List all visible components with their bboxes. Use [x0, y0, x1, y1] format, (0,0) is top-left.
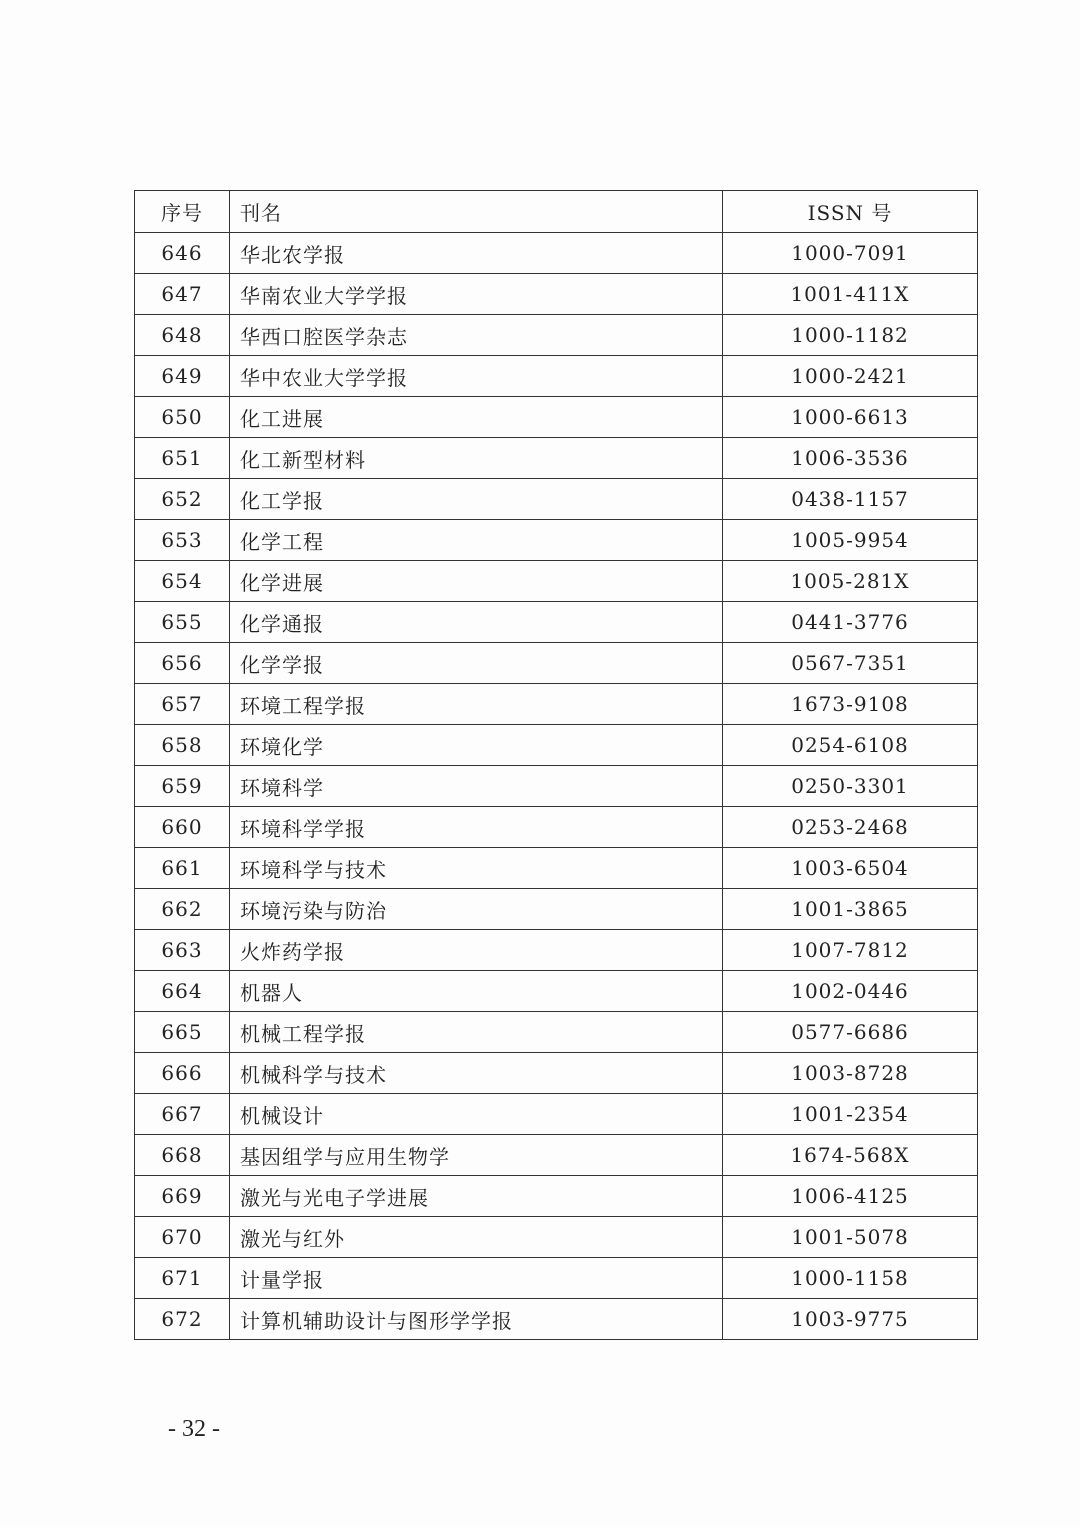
- row-journal-name: 环境化学: [230, 725, 723, 766]
- row-issn: 1000-1158: [723, 1258, 978, 1299]
- table-row: [135, 930, 978, 971]
- table-row: [135, 602, 978, 643]
- row-journal-name: 华北农学报: [230, 233, 723, 274]
- row-serial-number: 648: [135, 315, 230, 356]
- row-journal-name: 化学进展: [230, 561, 723, 602]
- row-serial-number: 667: [135, 1094, 230, 1135]
- row-journal-name: 计算机辅助设计与图形学学报: [230, 1299, 723, 1340]
- table-row: [135, 1012, 978, 1053]
- journal-table: [134, 190, 978, 1340]
- row-serial-number: 662: [135, 889, 230, 930]
- row-issn: 0441-3776: [723, 602, 978, 643]
- row-issn: 0577-6686: [723, 1012, 978, 1053]
- header-serial-number: 序号: [135, 191, 230, 233]
- row-serial-number: 649: [135, 356, 230, 397]
- row-serial-number: 669: [135, 1176, 230, 1217]
- row-serial-number: 664: [135, 971, 230, 1012]
- row-serial-number: 656: [135, 643, 230, 684]
- row-issn: 1006-3536: [723, 438, 978, 479]
- table-row: [135, 643, 978, 684]
- row-journal-name: 机械科学与技术: [230, 1053, 723, 1094]
- row-serial-number: 660: [135, 807, 230, 848]
- row-issn: 0438-1157: [723, 479, 978, 520]
- table-row: [135, 520, 978, 561]
- row-issn: 1000-6613: [723, 397, 978, 438]
- table-row: [135, 274, 978, 315]
- row-journal-name: 华西口腔医学杂志: [230, 315, 723, 356]
- row-serial-number: 657: [135, 684, 230, 725]
- row-serial-number: 655: [135, 602, 230, 643]
- table-header-row: [135, 191, 978, 233]
- table-row: [135, 561, 978, 602]
- row-serial-number: 666: [135, 1053, 230, 1094]
- row-journal-name: 激光与红外: [230, 1217, 723, 1258]
- row-serial-number: 670: [135, 1217, 230, 1258]
- row-issn: 1007-7812: [723, 930, 978, 971]
- row-journal-name: 机械工程学报: [230, 1012, 723, 1053]
- row-serial-number: 671: [135, 1258, 230, 1299]
- row-issn: 1674-568X: [723, 1135, 978, 1176]
- row-journal-name: 机器人: [230, 971, 723, 1012]
- table-row: [135, 1217, 978, 1258]
- row-journal-name: 环境科学学报: [230, 807, 723, 848]
- table-row: [135, 1176, 978, 1217]
- row-serial-number: 654: [135, 561, 230, 602]
- table-row: [135, 1258, 978, 1299]
- row-journal-name: 华中农业大学学报: [230, 356, 723, 397]
- row-journal-name: 化工学报: [230, 479, 723, 520]
- table-row: [135, 233, 978, 274]
- row-serial-number: 651: [135, 438, 230, 479]
- row-journal-name: 环境科学: [230, 766, 723, 807]
- table-row: [135, 1299, 978, 1340]
- table-row: [135, 479, 978, 520]
- row-issn: 1005-9954: [723, 520, 978, 561]
- row-serial-number: 668: [135, 1135, 230, 1176]
- row-journal-name: 计量学报: [230, 1258, 723, 1299]
- row-issn: 1006-4125: [723, 1176, 978, 1217]
- row-issn: 1673-9108: [723, 684, 978, 725]
- row-journal-name: 环境污染与防治: [230, 889, 723, 930]
- row-issn: 1001-2354: [723, 1094, 978, 1135]
- row-serial-number: 653: [135, 520, 230, 561]
- row-journal-name: 激光与光电子学进展: [230, 1176, 723, 1217]
- row-serial-number: 658: [135, 725, 230, 766]
- table-row: [135, 356, 978, 397]
- row-issn: 0567-7351: [723, 643, 978, 684]
- row-serial-number: 663: [135, 930, 230, 971]
- row-journal-name: 环境科学与技术: [230, 848, 723, 889]
- row-issn: 1000-7091: [723, 233, 978, 274]
- table-row: [135, 1094, 978, 1135]
- row-serial-number: 647: [135, 274, 230, 315]
- header-issn: ISSN 号: [723, 191, 978, 233]
- table-row: [135, 1135, 978, 1176]
- row-issn: 1005-281X: [723, 561, 978, 602]
- table-row: [135, 807, 978, 848]
- row-issn: 1001-411X: [723, 274, 978, 315]
- row-issn: 1002-0446: [723, 971, 978, 1012]
- page-number: - 32 -: [168, 1416, 220, 1442]
- table-row: [135, 889, 978, 930]
- row-issn: 1000-2421: [723, 356, 978, 397]
- row-journal-name: 火炸药学报: [230, 930, 723, 971]
- row-serial-number: 672: [135, 1299, 230, 1340]
- row-issn: 1003-9775: [723, 1299, 978, 1340]
- table-row: [135, 971, 978, 1012]
- row-serial-number: 650: [135, 397, 230, 438]
- row-serial-number: 646: [135, 233, 230, 274]
- row-issn: 0250-3301: [723, 766, 978, 807]
- row-issn: 1000-1182: [723, 315, 978, 356]
- row-journal-name: 化学学报: [230, 643, 723, 684]
- row-journal-name: 化学通报: [230, 602, 723, 643]
- table-row: [135, 1053, 978, 1094]
- row-journal-name: 机械设计: [230, 1094, 723, 1135]
- row-issn: 1001-3865: [723, 889, 978, 930]
- table-row: [135, 684, 978, 725]
- table-row: [135, 725, 978, 766]
- row-issn: 0253-2468: [723, 807, 978, 848]
- row-issn: 0254-6108: [723, 725, 978, 766]
- table-row: [135, 766, 978, 807]
- table-row: [135, 438, 978, 479]
- row-issn: 1001-5078: [723, 1217, 978, 1258]
- table-row: [135, 315, 978, 356]
- row-issn: 1003-8728: [723, 1053, 978, 1094]
- row-journal-name: 基因组学与应用生物学: [230, 1135, 723, 1176]
- row-journal-name: 化工进展: [230, 397, 723, 438]
- table-row: [135, 848, 978, 889]
- row-journal-name: 化学工程: [230, 520, 723, 561]
- row-serial-number: 661: [135, 848, 230, 889]
- row-issn: 1003-6504: [723, 848, 978, 889]
- row-journal-name: 环境工程学报: [230, 684, 723, 725]
- table-row: [135, 397, 978, 438]
- row-serial-number: 652: [135, 479, 230, 520]
- row-journal-name: 化工新型材料: [230, 438, 723, 479]
- row-journal-name: 华南农业大学学报: [230, 274, 723, 315]
- header-journal-name: 刊名: [230, 191, 723, 233]
- row-serial-number: 665: [135, 1012, 230, 1053]
- row-serial-number: 659: [135, 766, 230, 807]
